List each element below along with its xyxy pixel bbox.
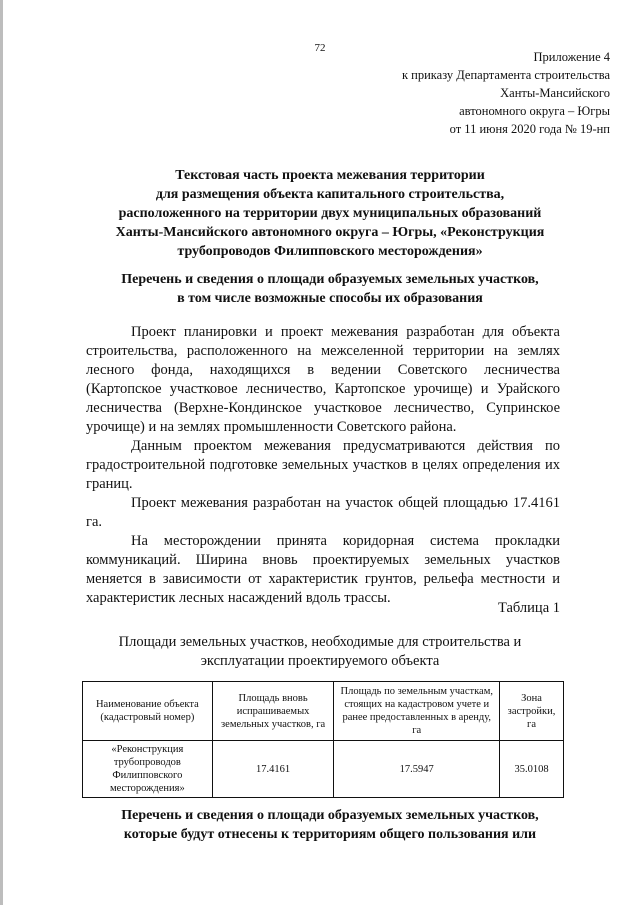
appendix-line: к приказу Департамента строительства [401,68,610,82]
column-header: Площадь по земельным участкам, стоящих на кадастровом учете и ранее предоставленных в аренду, га [334,682,500,741]
section-heading-2 [60,806,600,844]
document-title [60,166,600,261]
table-label: Таблица 1 [497,600,560,616]
caption-line: эксплуатации проектируемого объекта [200,653,440,669]
page-number: 72 [314,42,326,54]
table-row [83,741,564,798]
appendix-block [402,48,610,138]
heading-line: в том числе возможные способы их образования [177,291,483,306]
column-header: Наименование объекта (кадастровый номер) [83,682,213,741]
title-line: трубопроводов Филипповского месторождения» [177,244,483,259]
column-header: Зона застройки, га [500,682,564,741]
title-line: Ханты-Мансийского автономного округа – Югры, «Реконструкция [115,225,545,240]
table-cell: 17.4161 [212,741,334,798]
paragraph: Данным проектом межевания предусматриваются действия по градостроительной подготовке земельных участков в целях определения их границ. [86,438,560,492]
page-edge [0,0,3,905]
paragraph: Проект межевания разработан на участок общей площадью 17.4161 га. [86,495,560,530]
table-header-row [83,682,564,741]
paragraph: Проект планировки и проект межевания разработан для объекта строительства, расположенного на межселенной территории на землях лесного фонда, находящихся в ведении Советского лесничества (Картопское участковое лесничество, Картопское урочище) и Урайского лесничества (Верхне-Кондинское участковое лесничество, Супринское урочище) и на землях промышленности Советского района. [86,324,560,435]
title-line: Текстовая часть проекта межевания территории [175,168,485,183]
appendix-line: от 11 июня 2020 года № 19-нп [449,122,610,136]
appendix-line: автономного округа – Югры [459,104,610,118]
column-header: Площадь вновь испрашиваемых земельных участков, га [212,682,334,741]
heading-line: которые будут отнесены к территориям общего пользования или [123,827,537,842]
appendix-line: Ханты-Мансийского [500,86,610,100]
section-heading [60,270,600,308]
caption-line: Площади земельных участков, необходимые для строительства и [118,634,522,650]
heading-line: Перечень и сведения о площади образуемых земельных участков, [121,808,539,823]
table-cell: 35.0108 [500,741,564,798]
appendix-line: Приложение 4 [533,50,610,64]
table-cell: 17.5947 [334,741,500,798]
table-caption [80,633,560,671]
title-line: расположенного на территории двух муниципальных образований [118,206,542,221]
title-line: для размещения объекта капитального строительства, [155,187,505,202]
table-cell: «Реконструкция трубопроводов Филипповского месторождения» [83,741,213,798]
land-plots-table [82,681,564,798]
heading-line: Перечень и сведения о площади образуемых земельных участков, [121,272,539,287]
paragraph: На месторождении принята коридорная система прокладки коммуникаций. Ширина вновь проектируемых земельных участков меняется в зависимости от характеристик грунтов, рельефа местности и характеристик лесных насаждений вдоль трассы. [86,533,560,606]
body-text [86,323,560,608]
